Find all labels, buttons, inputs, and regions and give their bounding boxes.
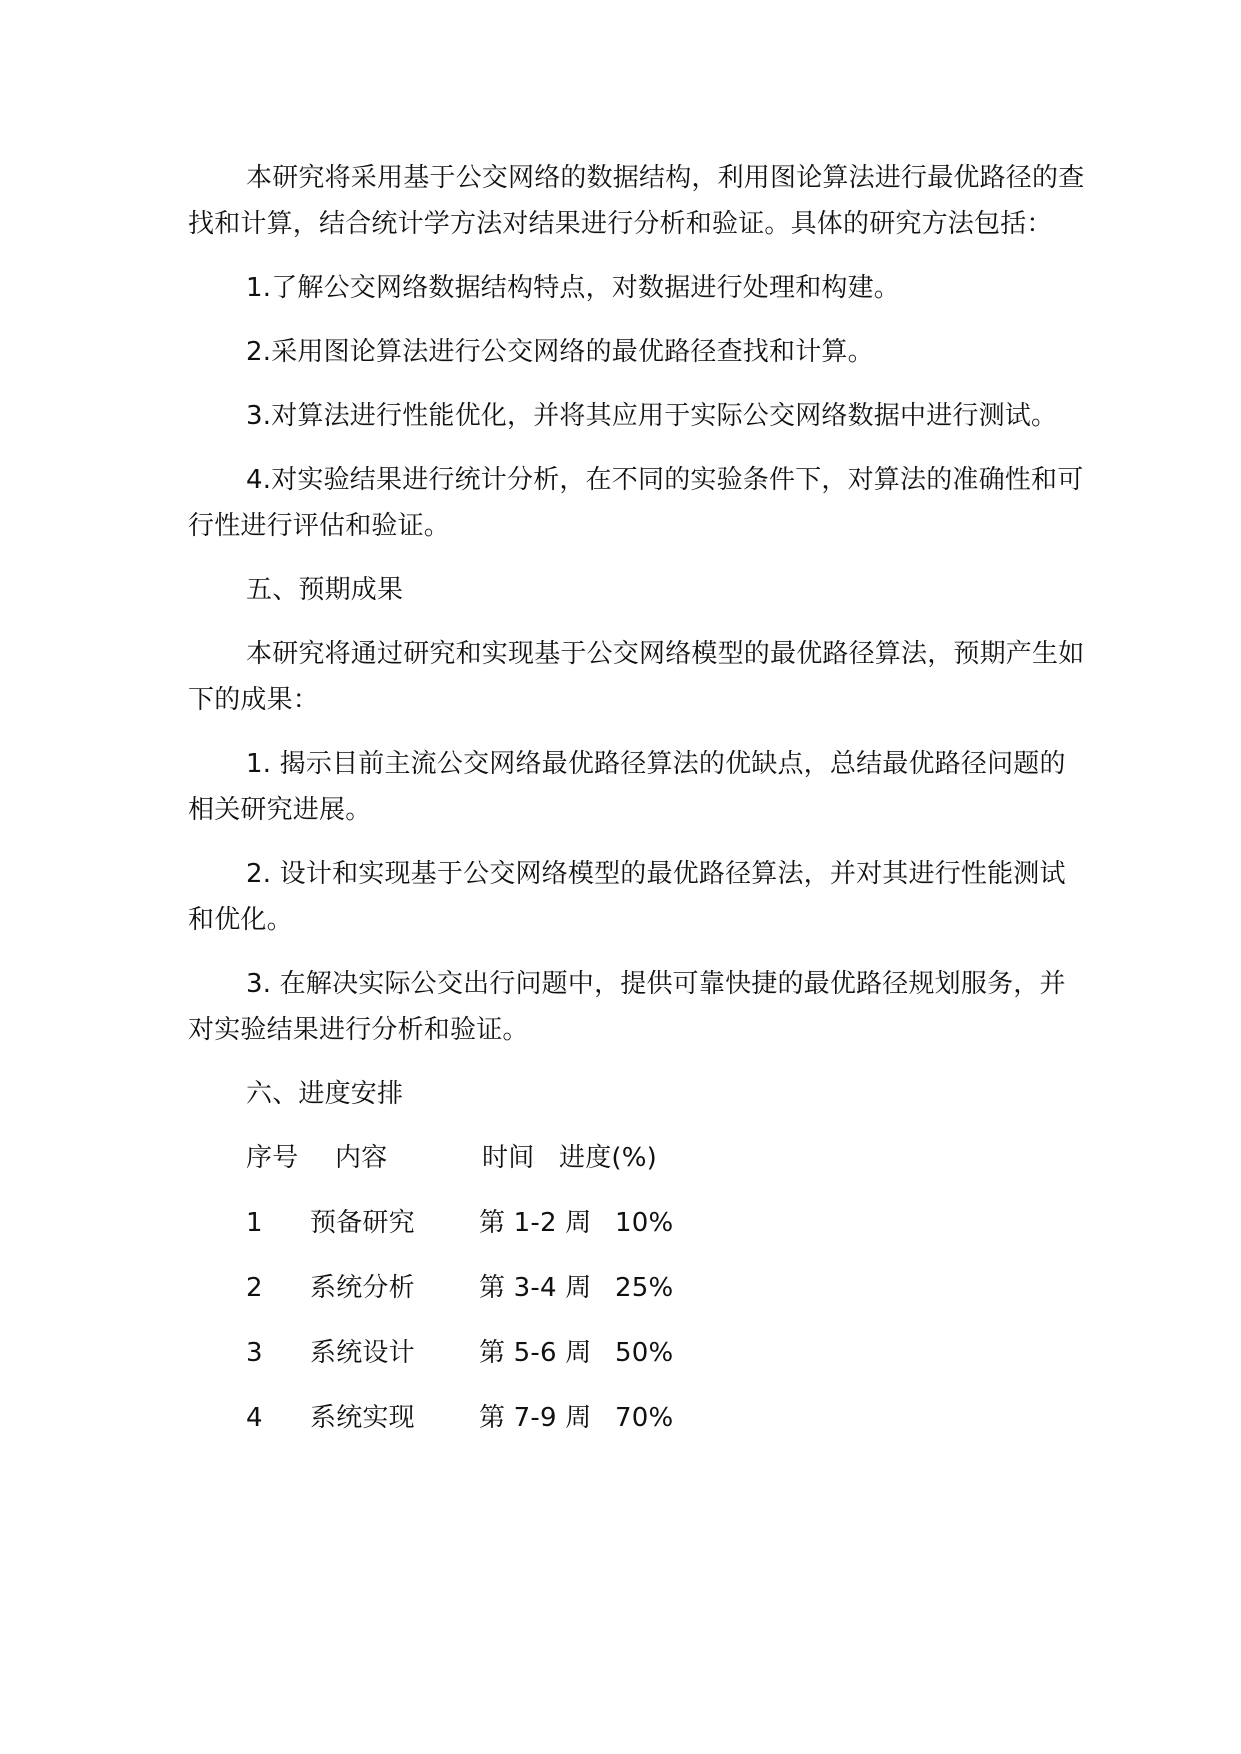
row-no: 2 — [246, 1273, 263, 1303]
method-item-1: 1.了解公交网络数据结构特点，对数据进行处理和构建。 — [246, 273, 901, 303]
row-content: 系统实现 — [310, 1403, 415, 1433]
section-heading-schedule: 六、进度安排 — [246, 1079, 404, 1109]
schedule-header-row — [188, 1135, 1088, 1181]
column-header-progress: 进度(%) — [559, 1143, 657, 1173]
row-time: 第 3-4 周 — [479, 1273, 592, 1303]
schedule-row — [188, 1330, 1088, 1376]
schedule-row — [188, 1265, 1088, 1311]
column-header-content: 内容 — [335, 1143, 388, 1173]
schedule-row — [188, 1200, 1088, 1246]
row-content: 系统分析 — [310, 1273, 415, 1303]
schedule-table — [188, 1135, 1088, 1441]
column-header-time: 时间 — [482, 1143, 535, 1173]
row-no: 3 — [246, 1338, 263, 1368]
expected-results-intro: 本研究将通过研究和实现基于公交网络模型的最优路径算法，预期产生如下的成果： — [188, 639, 1085, 715]
schedule-row — [188, 1395, 1088, 1441]
row-no: 4 — [246, 1403, 263, 1433]
method-item-2: 2.采用图论算法进行公交网络的最优路径查找和计算。 — [246, 337, 874, 367]
row-progress: 50% — [615, 1338, 674, 1368]
row-time: 第 5-6 周 — [479, 1338, 592, 1368]
document-body — [188, 155, 1088, 1460]
section-heading-expected-results: 五、预期成果 — [246, 575, 404, 605]
row-no: 1 — [246, 1208, 263, 1238]
expected-result-item-2: 2. 设计和实现基于公交网络模型的最优路径算法，并对其进行性能测试和优化。 — [188, 859, 1066, 935]
methods-intro-paragraph: 本研究将采用基于公交网络的数据结构，利用图论算法进行最优路径的查找和计算，结合统计学方法对结果进行分析和验证。具体的研究方法包括： — [188, 163, 1085, 239]
expected-result-item-3: 3. 在解决实际公交出行问题中，提供可靠快捷的最优路径规划服务，并对实验结果进行分析和验证。 — [188, 969, 1066, 1045]
method-item-3: 3.对算法进行性能优化，并将其应用于实际公交网络数据中进行测试。 — [246, 401, 1058, 431]
row-progress: 70% — [615, 1403, 674, 1433]
row-progress: 10% — [615, 1208, 674, 1238]
row-time: 第 7-9 周 — [479, 1403, 592, 1433]
row-content: 系统设计 — [310, 1338, 415, 1368]
row-progress: 25% — [615, 1273, 674, 1303]
expected-result-item-1: 1. 揭示目前主流公交网络最优路径算法的优缺点，总结最优路径问题的相关研究进展。 — [188, 749, 1066, 825]
row-content: 预备研究 — [310, 1208, 415, 1238]
method-item-4: 4.对实验结果进行统计分析，在不同的实验条件下，对算法的准确性和可行性进行评估和验证。 — [188, 465, 1084, 541]
column-header-no: 序号 — [246, 1143, 299, 1173]
row-time: 第 1-2 周 — [479, 1208, 592, 1238]
